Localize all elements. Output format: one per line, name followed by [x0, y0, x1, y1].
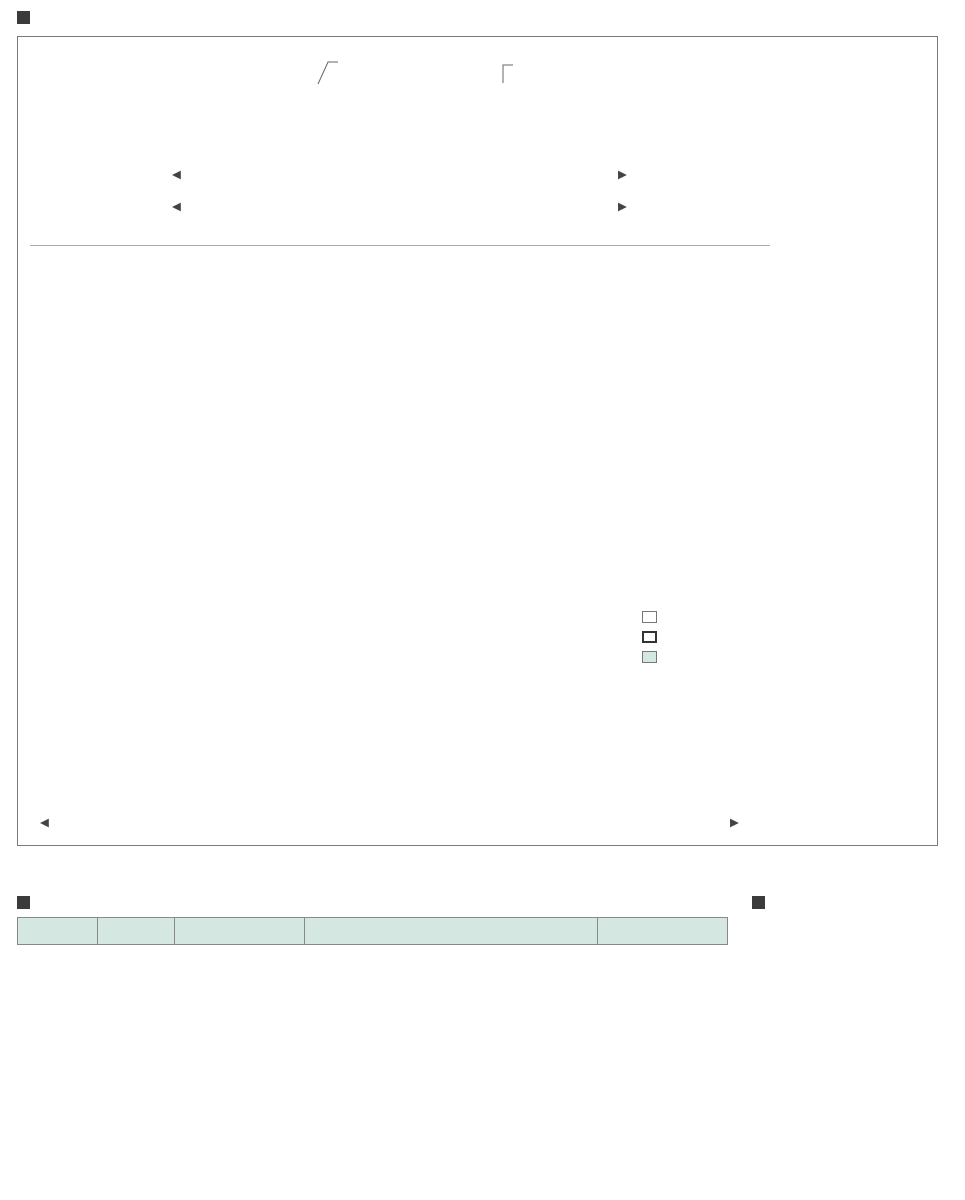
dir-okayama-bottom: ▶ — [730, 815, 739, 829]
header-code — [97, 918, 174, 945]
legend-basic-second — [642, 631, 659, 646]
legend-add — [642, 651, 659, 666]
dir-izumo-bottom: ◀ — [40, 815, 49, 829]
dir-izumo-top: ◀ — [172, 167, 181, 181]
header-set — [18, 918, 98, 945]
formation-title — [17, 8, 33, 28]
divider — [30, 245, 770, 246]
dir-nishi-izumo: ◀ — [172, 199, 181, 213]
accessories-title — [752, 893, 768, 913]
dir-yonago: ▶ — [618, 199, 627, 213]
set-contents-table — [17, 917, 728, 945]
formation-panel — [17, 36, 938, 846]
header-option — [598, 918, 728, 945]
set-contents-title — [17, 893, 33, 913]
legend-basic — [642, 611, 659, 626]
dir-okayama-top: ▶ — [618, 167, 627, 181]
header-name — [174, 918, 304, 945]
header-equipment — [304, 918, 598, 945]
callout-lines — [308, 59, 558, 89]
